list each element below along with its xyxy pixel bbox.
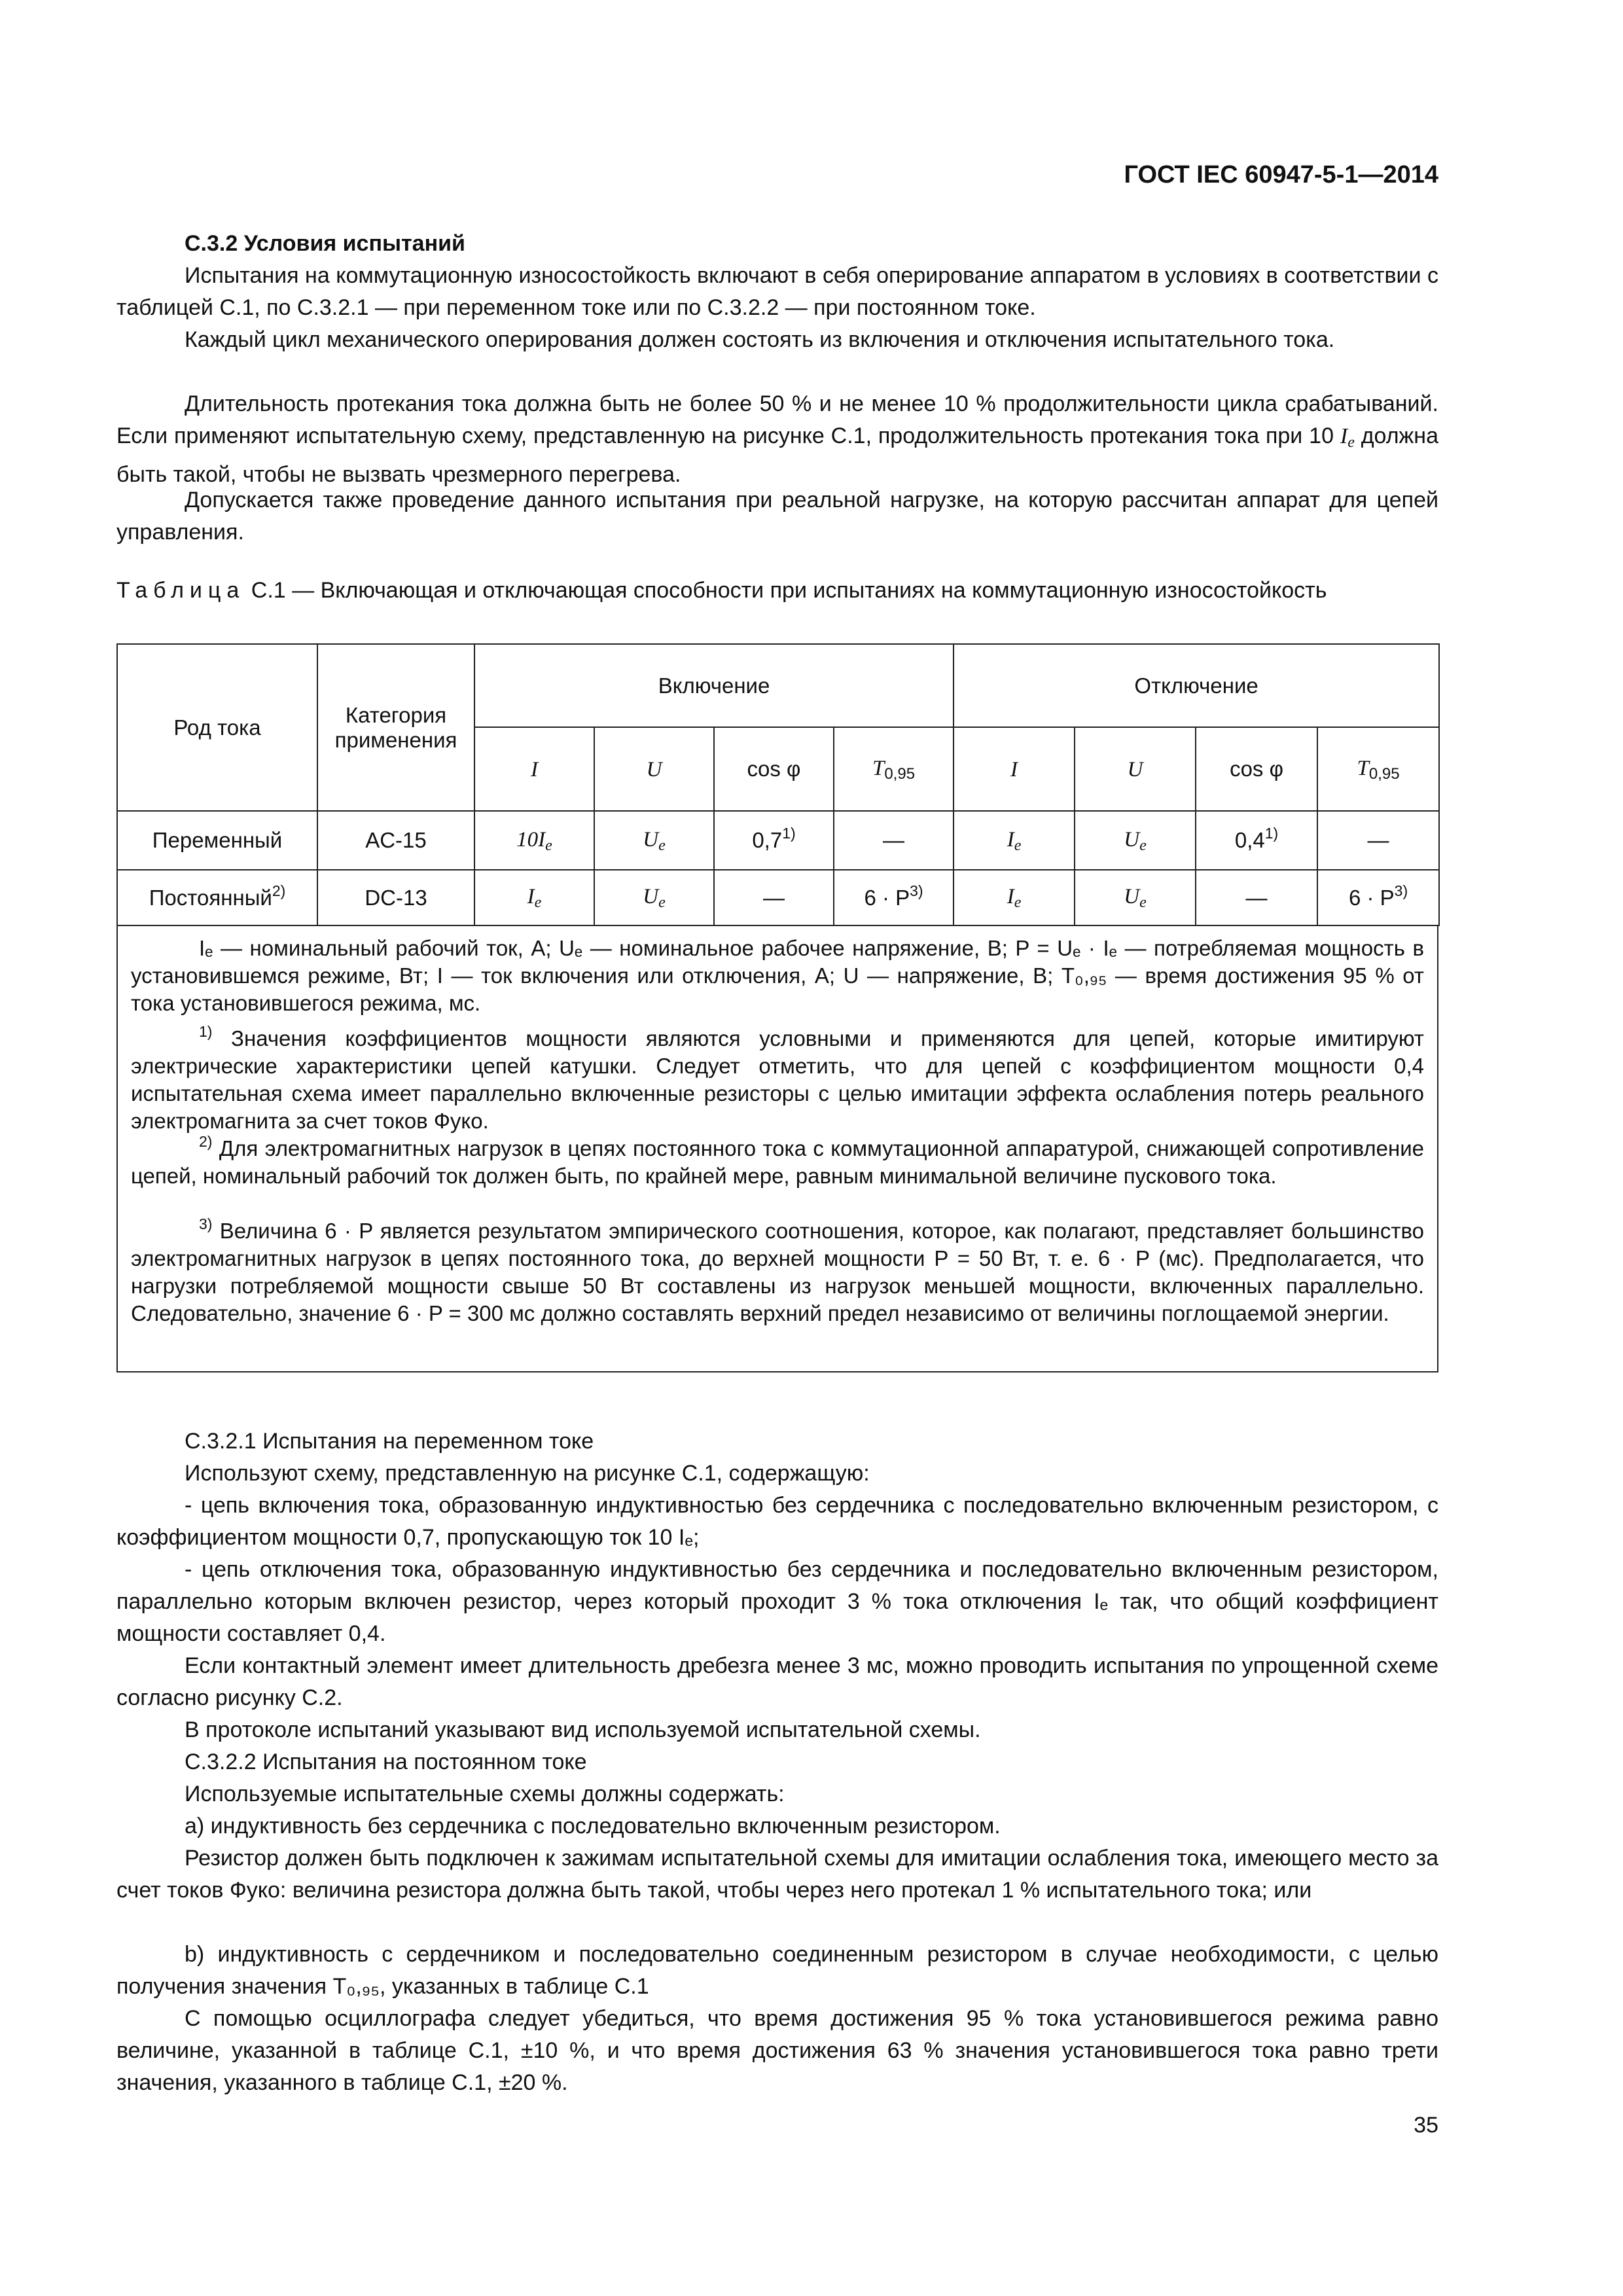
- section-paragraph-4: Допускается также проведение данного испытания при реальной нагрузке, на которую рассчитан аппарат для цепей управления.: [116, 488, 1438, 545]
- header-making-I: I: [474, 727, 594, 811]
- table-note-1: $^{1)}$ Значения коэффициентов мощности являются условными и применяются для цепей, которые имитируют электрические характеристики цепей катушки. Следует отметить, что для цепей с коэффициентом мощности 0,4 испытательная схема имеет параллельно включенные резисторы с целью имитации эффекта ослабления потерь реального электромагнита за счет токов Фуко.: [131, 1023, 1424, 1133]
- header-breaking: Отключение: [954, 644, 1439, 727]
- cell-category: DC-13: [317, 870, 474, 925]
- subsection-2-paragraph-2: С помощью осциллографа следует убедиться, что время достижения 95 % тока установившегося режима равно величине, указанной в таблице С.1, ±10 %, и что время достижения 63 % значения установившегося тока равно трети значения, указанного в таблице С.1, ±20 %.: [116, 2006, 1438, 2095]
- section-heading: С.3.2 Условия испытаний: [185, 231, 465, 256]
- subsection-1-heading: С.3.2.1 Испытания на переменном токе: [185, 1429, 594, 1454]
- cell-make-cos: 0,7$^{1)}$: [714, 811, 834, 870]
- section-paragraph-3: Длительность протекания тока должна быть не более 50 % и не менее 10 % продолжительности цикла срабатываний. Если применяют испытательную схему, представленную на рисунке С.1, продолжительность протекания тока при 10 $I_e$ должна быть такой, чтобы не вызвать чрезмерного перегрева.: [116, 391, 1438, 487]
- table-caption: Таблица С.1 — Включающая и отключающая способности при испытаниях на коммутационную износостойкость: [116, 578, 1327, 603]
- header-breaking-cos: cos φ: [1196, 727, 1317, 811]
- cell-break-T: —: [1317, 811, 1439, 870]
- subsection-1-paragraph-1: Если контактный элемент имеет длительность дребезга менее 3 мс, можно проводить испытания по упрощенной схеме согласно рисунку С.2.: [116, 1653, 1438, 1710]
- cell-break-T: $6 \cdot P^{3)}$: [1317, 870, 1439, 925]
- table-row: [117, 870, 1439, 925]
- header-making-U: U: [594, 727, 714, 811]
- subsection-2-intro: Используемые испытательные схемы должны содержать:: [185, 1782, 785, 1806]
- subsection-1-intro: Используют схему, представленную на рисунке С.1, содержащую:: [185, 1461, 870, 1486]
- cell-kind: Переменный: [117, 811, 317, 870]
- header-making: Включение: [474, 644, 954, 727]
- cell-make-T: $6 \cdot P^{3)}$: [834, 870, 954, 925]
- header-category: Категория применения: [317, 644, 474, 811]
- header-current-kind: Род тока: [117, 644, 317, 811]
- page-number: 35: [1414, 2113, 1438, 2138]
- cell-break-I: $I_e$: [954, 811, 1075, 870]
- table-caption-label: Таблица: [116, 578, 245, 603]
- header-breaking-T: $T_{0,95}$: [1317, 727, 1439, 811]
- cell-make-U: $U_e$: [594, 870, 714, 925]
- table-note-3: $^{3)}$ Величина 6 · P является результатом эмпирического соотношения, которое, как полагают, представляет большинство электромагнитных нагрузок в цепях постоянного тока, до верхней мощности P = 50 Вт, т. е. 6 · P (мс). Предполагается, что нагрузки потребляемой мощности свыше 50 Вт составлены из нагрузок меньшей мощности, включенных параллельно. Следовательно, значение 6 · P = 300 мс должно составлять верхний предел независимо от величины поглощаемой энергии.: [131, 1215, 1424, 1325]
- section-paragraph-2: Каждый цикл механического оперирования должен состоять из включения и отключения испытательного тока.: [185, 327, 1335, 352]
- header-breaking-U: U: [1075, 727, 1196, 811]
- cell-category: AC-15: [317, 811, 474, 870]
- subsection-2-item-a: a) индуктивность без сердечника с последовательно включенным резистором.: [185, 1814, 1001, 1839]
- subsection-1-item-1: - цепь включения тока, образованную индуктивностью без сердечника с последовательно включенным резистором, с коэффициентом мощности 0,7, пропускающую ток 10 Iₑ;: [116, 1493, 1438, 1550]
- document-header: ГОСТ IEC 60947-5-1—2014: [1124, 161, 1438, 188]
- header-making-T: $T_{0,95}$: [834, 727, 954, 811]
- cell-make-I: $10I_e$: [474, 811, 594, 870]
- cell-break-I: $I_e$: [954, 870, 1075, 925]
- header-making-cos: cos φ: [714, 727, 834, 811]
- cell-break-cos: —: [1196, 870, 1317, 925]
- cell-break-cos: 0,4$^{1)}$: [1196, 811, 1317, 870]
- cell-make-cos: —: [714, 870, 834, 925]
- table-row: [117, 811, 1439, 870]
- subsection-2-heading: С.3.2.2 Испытания на постоянном токе: [185, 1749, 587, 1774]
- subsection-1-item-2: - цепь отключения тока, образованную индуктивностью без сердечника и последовательно включенным резистором, параллельно которым включен резистор, через который проходит 3 % тока отключения Iₑ так, что общий коэффициент мощности составляет 0,4.: [116, 1557, 1438, 1646]
- subsection-2-paragraph-1: Резистор должен быть подключен к зажимам испытательной схемы для имитации ослабления тока, имеющего место за счет токов Фуко: величина резистора должна быть такой, чтобы через него протекал 1 % испытательного тока; или: [116, 1846, 1438, 1903]
- switching-capacity-table: [116, 643, 1440, 926]
- table-note-legend: Iₑ — номинальный рабочий ток, А; Uₑ — номинальное рабочее напряжение, В; P = Uₑ · Iₑ — потребляемая мощность в установившемся режиме, Вт; I — ток включения или отключения, А; U — напряжение, В; T₀,₉₅ — время достижения 95 % от тока установившегося режима, мс.: [131, 936, 1424, 1015]
- header-breaking-I: I: [954, 727, 1075, 811]
- cell-make-I: $I_e$: [474, 870, 594, 925]
- cell-break-U: $U_e$: [1075, 870, 1196, 925]
- subsection-2-item-b: b) индуктивность с сердечником и последовательно соединенным резистором в случае необходимости, с целью получения значения T₀,₉₅, указанных в таблице С.1: [116, 1942, 1438, 1999]
- cell-make-T: —: [834, 811, 954, 870]
- cell-make-U: $U_e$: [594, 811, 714, 870]
- subsection-1-paragraph-2: В протоколе испытаний указывают вид используемой испытательной схемы.: [185, 1717, 981, 1742]
- cell-break-U: $U_e$: [1075, 811, 1196, 870]
- cell-kind: Постоянный$^{2)}$: [117, 870, 317, 925]
- section-paragraph-1: Испытания на коммутационную износостойкость включают в себя оперирование аппаратом в условиях в соответствии с таблицей С.1, по С.3.2.1 — при переменном токе или по С.3.2.2 — при постоянном токе.: [116, 263, 1438, 320]
- table-note-2: $^{2)}$ Для электромагнитных нагрузок в цепях постоянного тока с коммутационной аппаратурой, снижающей сопротивление цепей, номинальный рабочий ток должен быть, по крайней мере, равным минимальной величине пускового тока.: [131, 1133, 1425, 1188]
